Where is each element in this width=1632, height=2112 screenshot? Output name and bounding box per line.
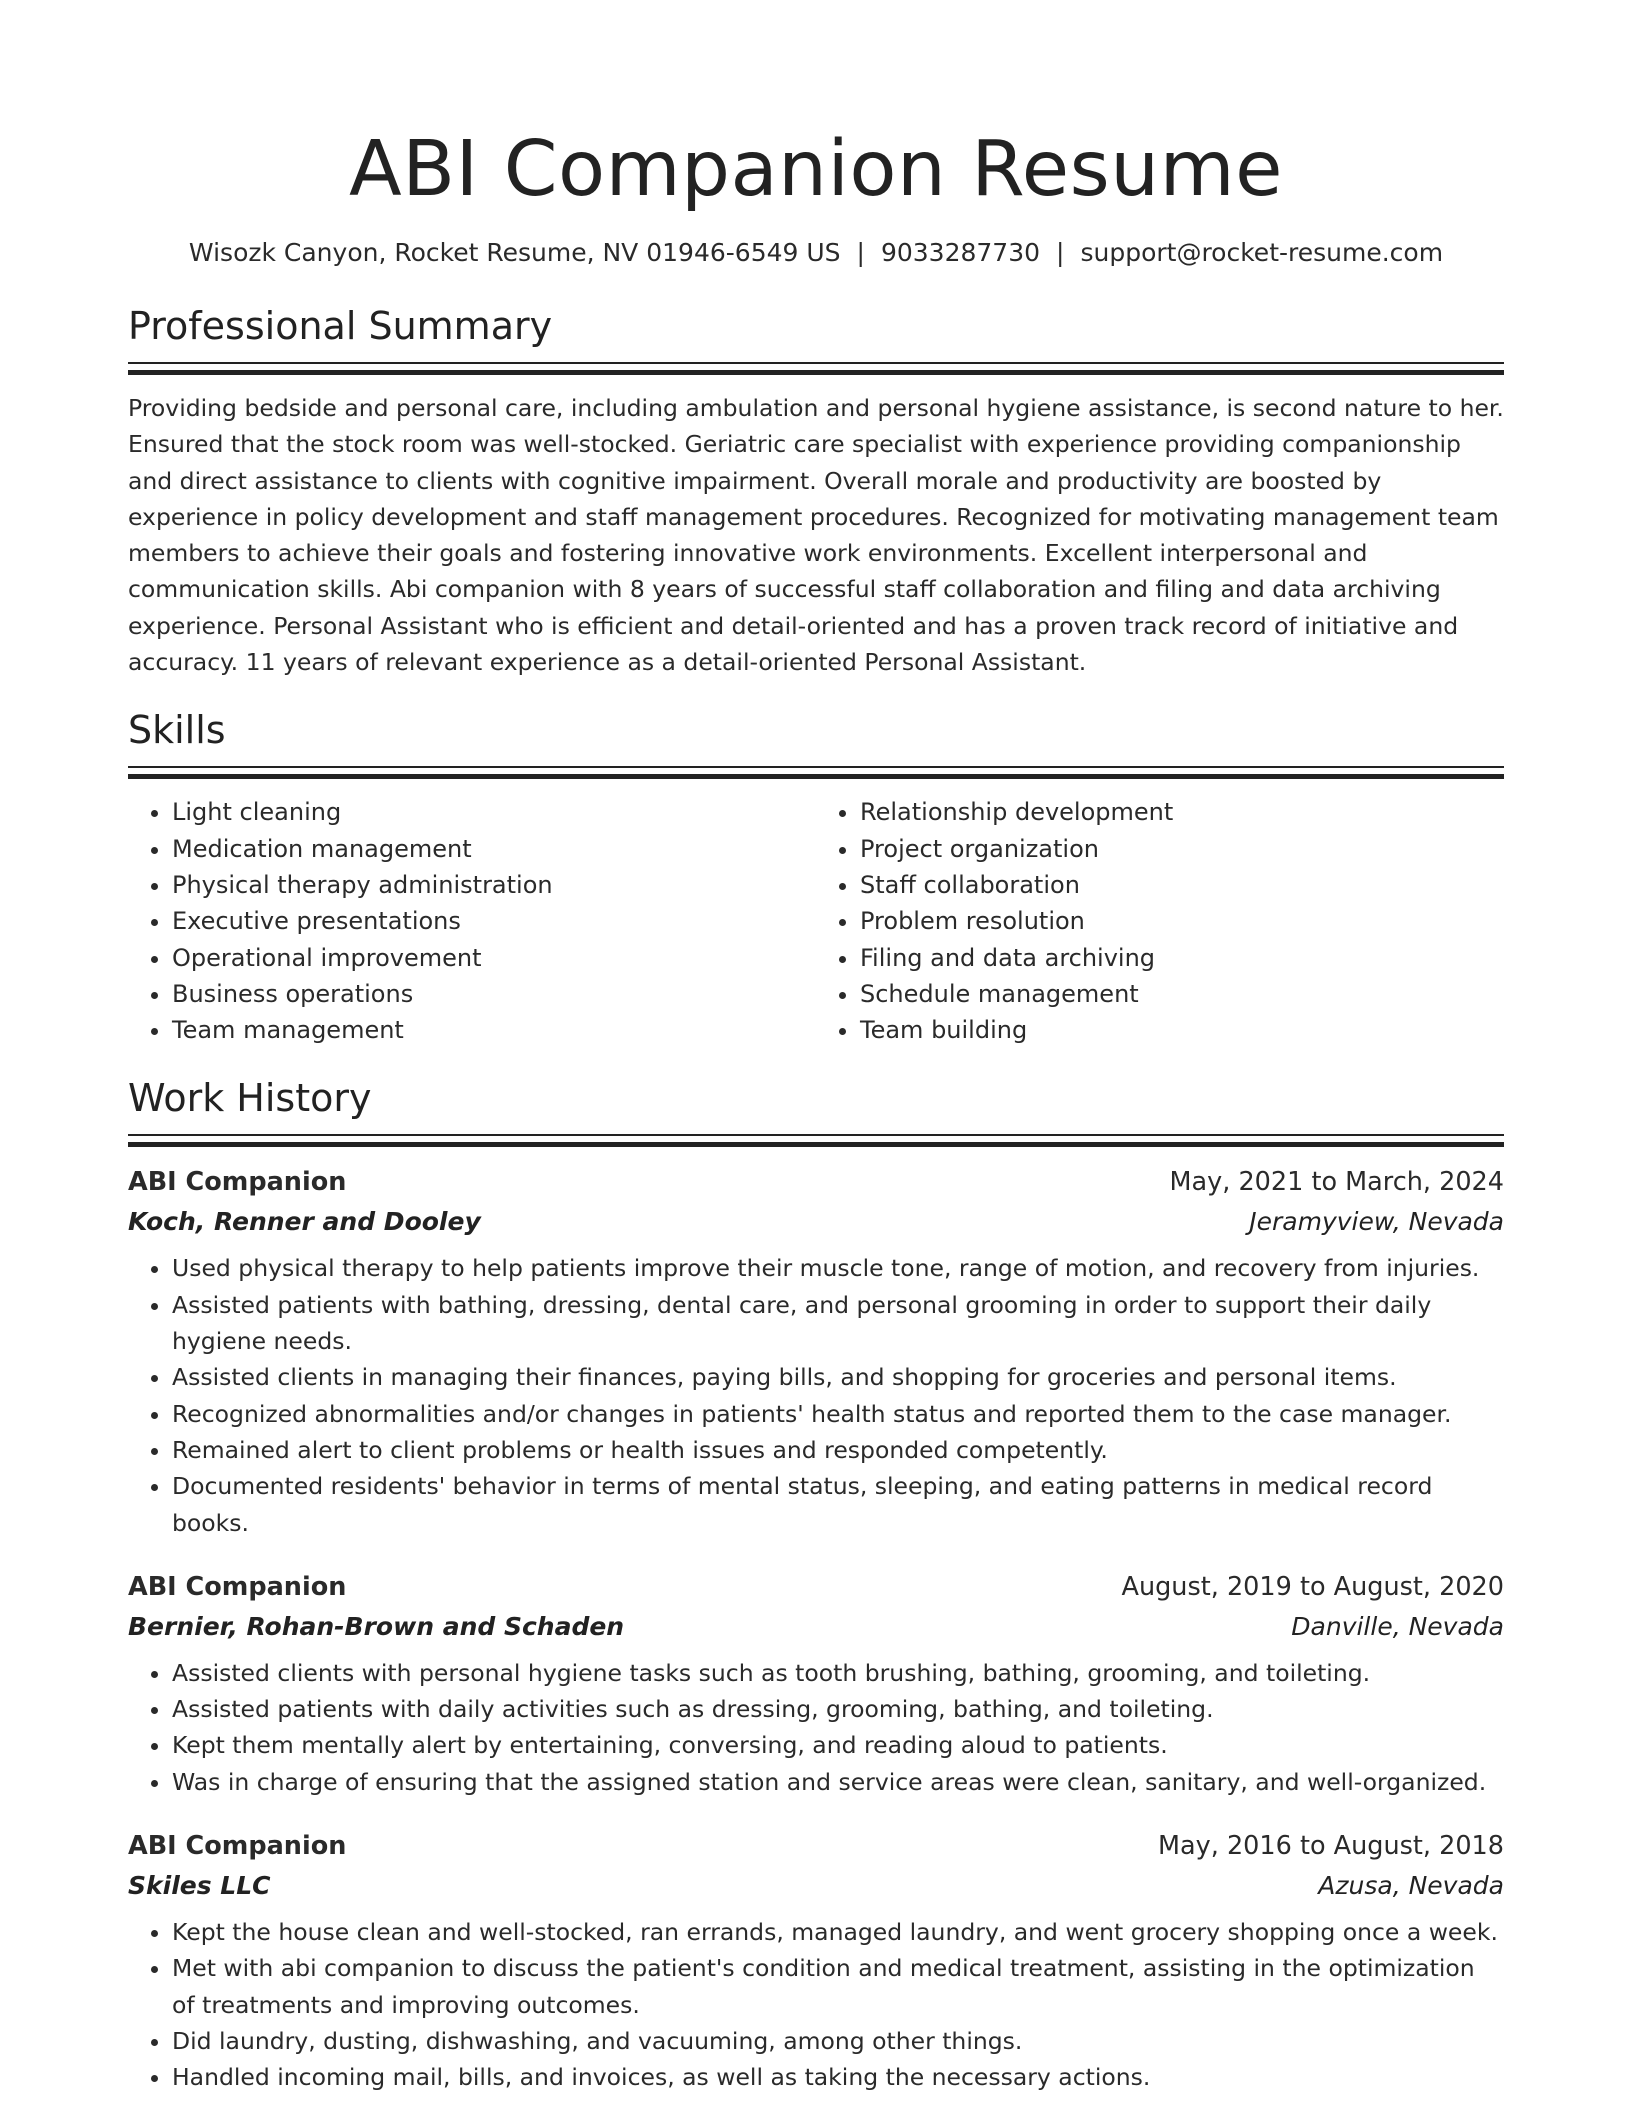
skill-item: • Team building — [860, 1012, 1504, 1048]
skill-item: • Filing and data archiving — [860, 940, 1504, 976]
job-title: ABI Companion — [128, 1831, 347, 1862]
section-title-skills: Skills — [128, 708, 226, 753]
job-bullet: • Kept them mentally alert by entertaining, conversing, and reading aloud to patients. — [172, 1727, 1504, 1763]
summary-text: Providing bedside and personal care, including ambulation and personal hygiene assistance, is second nature to her. Ensured that the stock room was well-stocked. Geriatric care specialist with experience providing companionship and direct assistance to clients with cognitive impairment. Overall morale and productivity are boosted by experience in policy development and staff management procedures. Recognized for motivating management team members to achieve their goals and fostering innovative work environments. Excellent interpersonal and communication skills. Abi companion with 8 years of successful staff collaboration and filing and data archiving experience. Personal Assistant who is efficient and detail-oriented and has a proven track record of initiative and accuracy. 11 years of relevant experience as a detail-oriented Personal Assistant. — [128, 394, 1504, 677]
skill-item: • Project organization — [860, 831, 1504, 867]
job-bullets — [128, 1250, 1504, 1540]
section-divider — [128, 766, 1504, 780]
job-bullet: • Met with abi companion to discuss the patient's condition and medical treatment, assisting in the optimization of treatments and improving outcomes. — [172, 1950, 1504, 2023]
skill-item: • Relationship development — [860, 794, 1504, 830]
job-bullet: • Assisted clients with personal hygiene tasks such as tooth brushing, bathing, grooming, and toileting. — [172, 1655, 1504, 1691]
job-location: Danville, Nevada — [1291, 1611, 1504, 1641]
job-bullet: • Handled incoming mail, bills, and invoices, as well as taking the necessary actions. — [172, 2059, 1504, 2095]
job-subheader — [128, 1202, 1504, 1242]
job-bullet: • Was in charge of ensuring that the assigned station and service areas were clean, sanitary, and well-organized. — [172, 1764, 1504, 1800]
job-company: Koch, Renner and Dooley — [128, 1207, 481, 1237]
skill-item: • Light cleaning — [172, 794, 816, 830]
summary-section — [128, 302, 1504, 680]
job-bullet: • Documented residents' behavior in terms of mental status, sleeping, and eating patterns in medical record books. — [172, 1468, 1504, 1541]
contact-separator: | — [1056, 238, 1065, 267]
job-entry — [128, 1162, 1504, 1540]
resume-name: ABI Companion Resume — [349, 125, 1283, 214]
job-subheader — [128, 1607, 1504, 1647]
skills-list-right — [816, 794, 1504, 1048]
section-divider — [128, 362, 1504, 376]
skill-item: • Physical therapy administration — [172, 867, 816, 903]
job-bullets — [128, 1655, 1504, 1800]
section-title-summary: Professional Summary — [128, 304, 553, 348]
job-bullet: • Used physical therapy to help patients improve their muscle tone, range of motion, and recovery from injuries. — [172, 1250, 1504, 1286]
job-bullet: • Assisted patients with bathing, dressing, dental care, and personal grooming in order to support their daily hygiene needs. — [172, 1287, 1504, 1360]
job-entry — [128, 1826, 1504, 2095]
job-bullet: • Assisted patients with daily activities such as dressing, grooming, bathing, and toileting. — [172, 1691, 1504, 1727]
job-title: ABI Companion — [128, 1571, 347, 1602]
contact-line — [128, 236, 1504, 270]
skills-column-left — [128, 794, 816, 1048]
job-bullet: • Remained alert to client problems or health issues and responded competently. — [172, 1432, 1504, 1468]
job-company: Skiles LLC — [128, 1871, 271, 1901]
skill-item: • Problem resolution — [860, 903, 1504, 939]
skills-section — [128, 706, 1504, 1048]
job-entry — [128, 1567, 1504, 1800]
skills-column-right — [816, 794, 1504, 1048]
skill-item: • Schedule management — [860, 976, 1504, 1012]
contact-separator: | — [856, 238, 865, 267]
skill-item: • Business operations — [172, 976, 816, 1012]
job-header — [128, 1567, 1504, 1607]
job-company: Bernier, Rohan-Brown and Schaden — [128, 1611, 625, 1641]
job-header — [128, 1162, 1504, 1202]
job-dates: May, 2021 to March, 2024 — [1169, 1167, 1504, 1198]
skill-item: • Operational improvement — [172, 940, 816, 976]
job-bullet: • Kept the house clean and well-stocked, ran errands, managed laundry, and went grocery shopping once a week. — [172, 1914, 1504, 1950]
contact-address: Wisozk Canyon, Rocket Resume, NV 01946-6549 US — [188, 238, 841, 267]
contact-phone: 9033287730 — [880, 238, 1041, 267]
job-dates: August, 2019 to August, 2020 — [1121, 1571, 1504, 1602]
job-dates: May, 2016 to August, 2018 — [1158, 1831, 1504, 1862]
job-title: ABI Companion — [128, 1167, 347, 1198]
skills-columns — [128, 794, 1504, 1048]
job-bullet: • Recognized abnormalities and/or changes in patients' health status and reported them to the case manager. — [172, 1396, 1504, 1432]
skill-item: • Staff collaboration — [860, 867, 1504, 903]
work-history-section — [128, 1074, 1504, 2095]
skill-item: • Medication management — [172, 831, 816, 867]
skill-item: • Executive presentations — [172, 903, 816, 939]
skill-item: • Team management — [172, 1012, 816, 1048]
job-header — [128, 1826, 1504, 1866]
job-bullets — [128, 1914, 1504, 2095]
contact-email: support@rocket-resume.com — [1080, 238, 1444, 267]
job-location: Jeramyview, Nevada — [1249, 1207, 1504, 1237]
section-title-work-history: Work History — [128, 1076, 372, 1121]
job-location: Azusa, Nevada — [1318, 1871, 1504, 1901]
skills-list-left — [128, 794, 816, 1048]
job-bullet: • Did laundry, dusting, dishwashing, and vacuuming, among other things. — [172, 2023, 1504, 2059]
job-subheader — [128, 1866, 1504, 1906]
job-bullet: • Assisted clients in managing their finances, paying bills, and shopping for groceries and personal items. — [172, 1359, 1504, 1395]
section-divider — [128, 1134, 1504, 1148]
